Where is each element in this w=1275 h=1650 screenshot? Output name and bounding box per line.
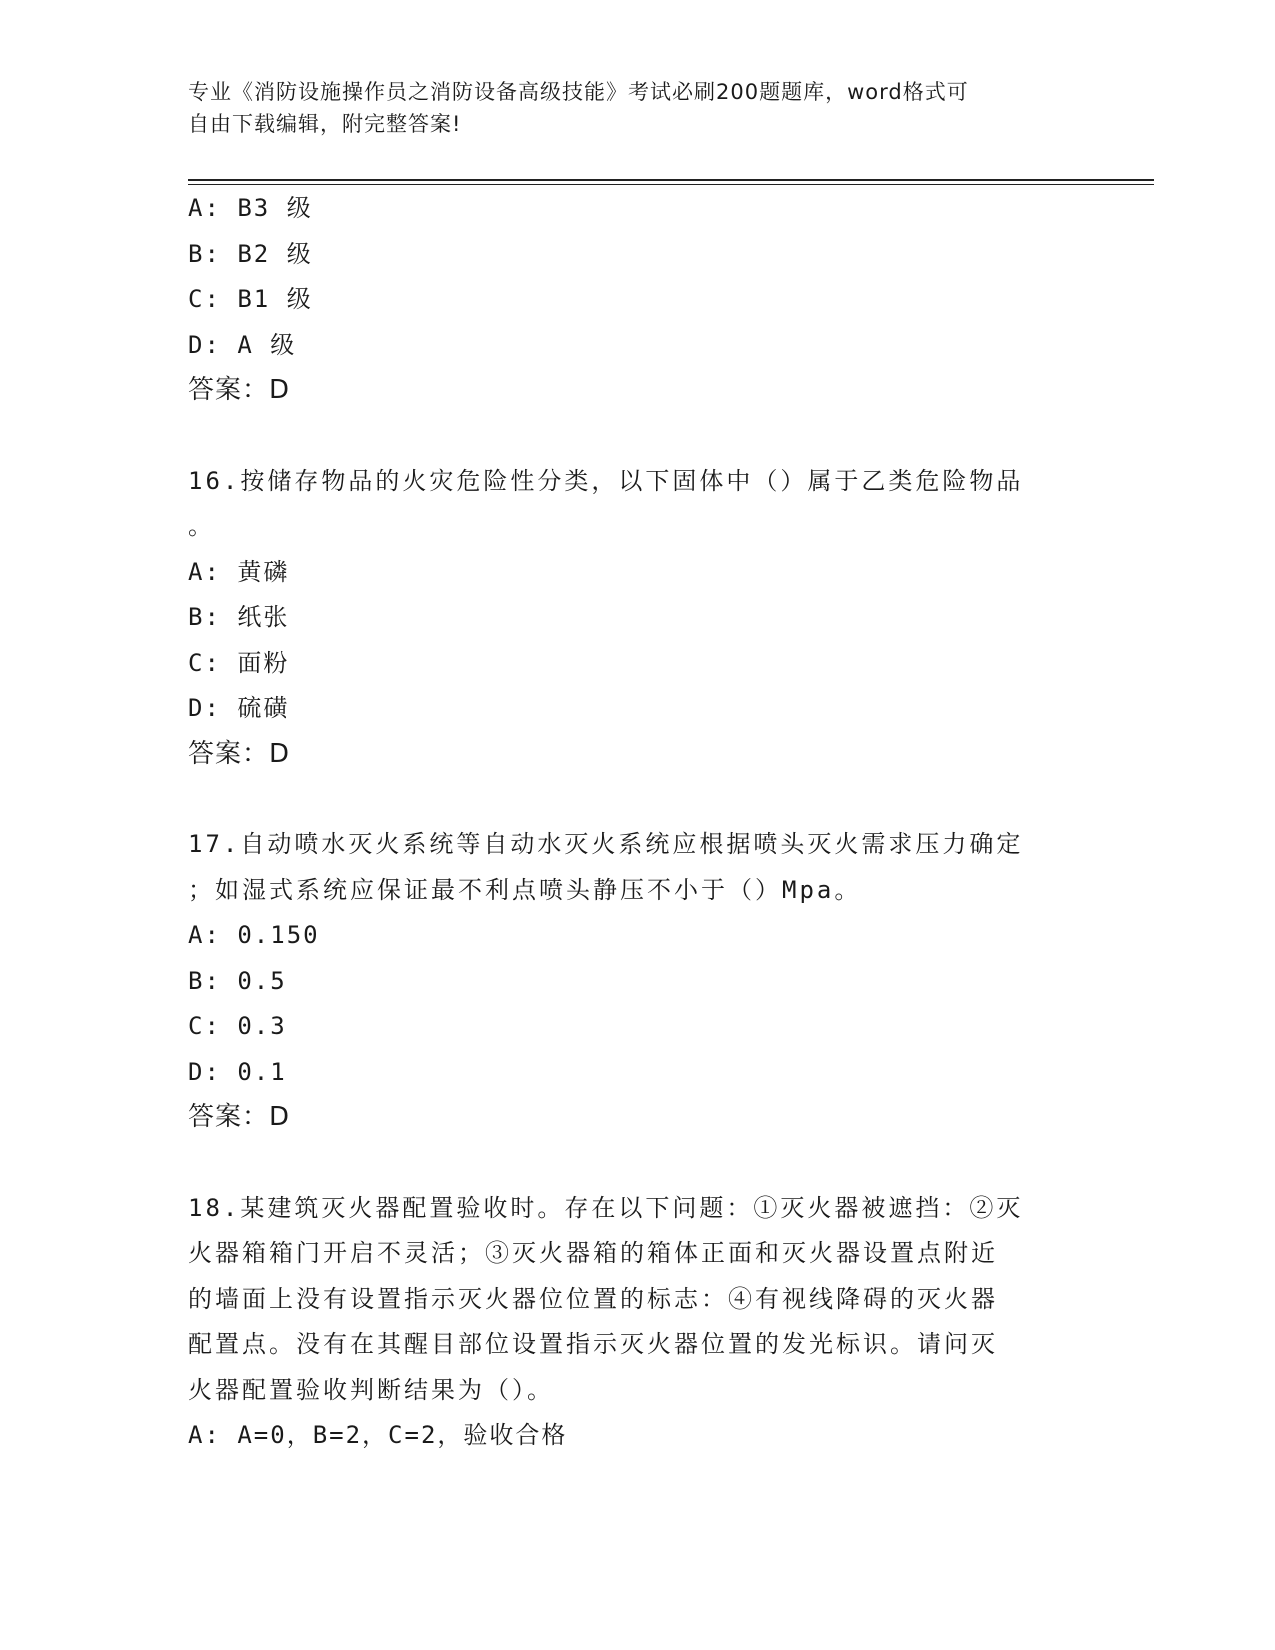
option-c: C: 0.3 [188,1012,287,1040]
document-header [188,76,1068,140]
option-a: A: A=0，B=2，C=2，验收合格 [188,1421,568,1449]
answer: 答案：D [188,1102,291,1132]
header-line-2: 自由下载编辑，附完整答案! [188,112,462,136]
question-stem-line: ；如湿式系统应保证最不利点喷头静压不小于（）Mpa。 [188,875,862,904]
option-a: A: B3 级 [188,194,313,222]
question-16 [188,459,1068,778]
option-c: C: B1 级 [188,285,313,313]
header-line-1: 专业《消防设施操作员之消防设备高级技能》考试必刷200题题库，word格式可 [188,80,969,104]
question-18 [188,1186,1068,1459]
header-rule-thick [188,179,1154,181]
question-stem-line: 16.按储存物品的火灾危险性分类，以下固体中（）属于乙类危险物品 [188,466,1024,495]
option-a: A: 0.150 [188,921,320,949]
question-stem-line: 17.自动喷水灭火系统等自动水灭火系统应根据喷头灭火需求压力确定 [188,830,1024,858]
option-a: A: 黄磷 [188,557,290,586]
option-b: B: B2 级 [188,239,313,268]
question-stem-line: 18.某建筑灭火器配置验收时。存在以下问题：①灭火器被遮挡：②灭 [188,1193,1024,1222]
option-b: B: 纸张 [188,603,290,631]
header-rule-thin [188,184,1154,185]
question-stem-line: 。 [188,512,215,540]
option-d: D: A 级 [188,330,297,359]
question-stem-line: 的墙面上没有设置指示灭火器位位置的标志：④有视线降碍的灭火器 [188,1284,998,1313]
question-15 [188,186,1068,414]
question-stem-line: 火器配置验收判断结果为（）。 [188,1375,554,1404]
document-body [188,186,1068,1459]
answer: 答案：D [188,375,291,405]
question-17 [188,822,1068,1141]
answer: 答案：D [188,738,291,769]
option-b: B: 0.5 [188,966,287,995]
option-d: D: 硫磺 [188,694,290,722]
option-d: D: 0.1 [188,1057,287,1086]
option-c: C: 面粉 [188,648,290,677]
question-stem-line: 火器箱箱门开启不灵活；③灭火器箱的箱体正面和灭火器设置点附近 [188,1239,998,1267]
question-stem-line: 配置点。没有在其醒目部位设置指示灭火器位置的发光标识。请问灭 [188,1330,998,1358]
